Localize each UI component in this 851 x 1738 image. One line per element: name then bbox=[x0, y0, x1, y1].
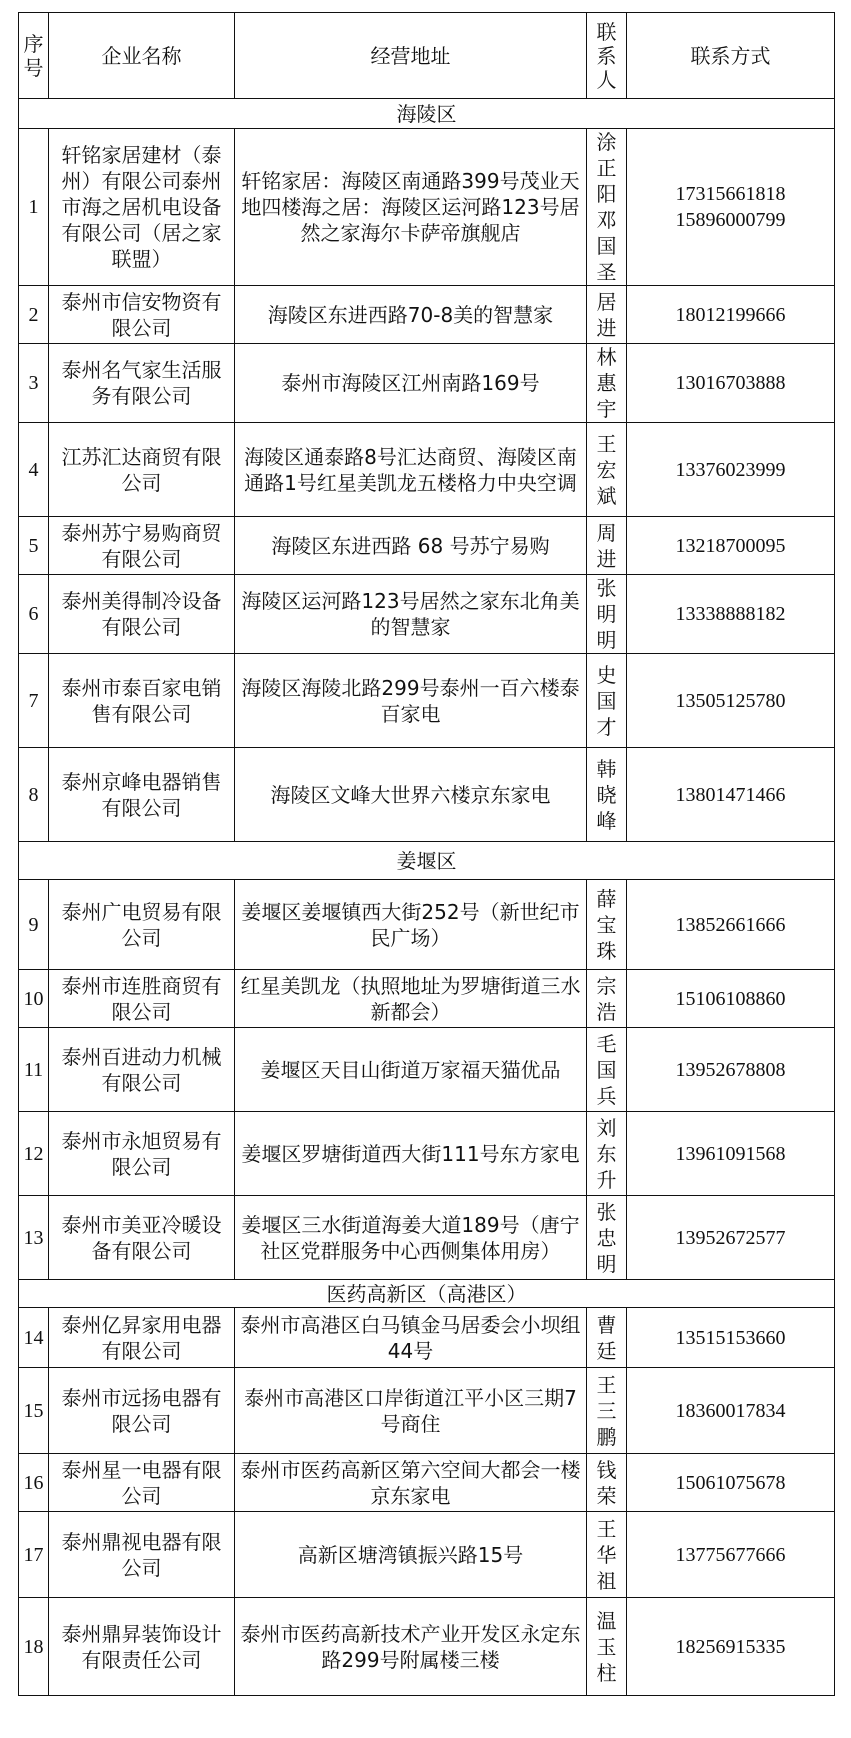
row-contact: 居进 bbox=[587, 286, 627, 344]
row-company: 泰州星一电器有限公司 bbox=[49, 1454, 235, 1512]
table-row bbox=[19, 1028, 835, 1112]
row-address: 泰州市医药高新区第六空间大都会一楼京东家电 bbox=[235, 1454, 587, 1512]
row-phone: 13376023999 bbox=[627, 423, 835, 517]
row-num: 14 bbox=[19, 1308, 49, 1368]
row-num: 4 bbox=[19, 423, 49, 517]
row-num: 3 bbox=[19, 344, 49, 423]
row-num: 12 bbox=[19, 1112, 49, 1196]
row-num: 17 bbox=[19, 1512, 49, 1598]
row-contact: 曹廷 bbox=[587, 1308, 627, 1368]
header-name: 企业名称 bbox=[49, 13, 235, 99]
row-contact: 钱荣 bbox=[587, 1454, 627, 1512]
row-phone: 13016703888 bbox=[627, 344, 835, 423]
section-title: 医药高新区（高港区） bbox=[19, 1280, 835, 1308]
section-row bbox=[19, 1280, 835, 1308]
row-address: 高新区塘湾镇振兴路15号 bbox=[235, 1512, 587, 1598]
row-company: 泰州市泰百家电销售有限公司 bbox=[49, 654, 235, 748]
table-row bbox=[19, 1112, 835, 1196]
row-address: 海陵区东进西路70-8美的智慧家 bbox=[235, 286, 587, 344]
header-address: 经营地址 bbox=[235, 13, 587, 99]
row-num: 10 bbox=[19, 970, 49, 1028]
row-phone: 13801471466 bbox=[627, 748, 835, 842]
row-company: 泰州苏宁易购商贸有限公司 bbox=[49, 517, 235, 575]
table-row bbox=[19, 1598, 835, 1696]
row-company: 泰州市远扬电器有限公司 bbox=[49, 1368, 235, 1454]
header-num: 序号 bbox=[19, 13, 49, 99]
table-row bbox=[19, 654, 835, 748]
row-contact: 王三鹏 bbox=[587, 1368, 627, 1454]
row-contact: 刘东升 bbox=[587, 1112, 627, 1196]
row-contact: 温玉柱 bbox=[587, 1598, 627, 1696]
row-contact: 韩晓峰 bbox=[587, 748, 627, 842]
row-address: 泰州市医药高新技术产业开发区永定东路299号附属楼三楼 bbox=[235, 1598, 587, 1696]
section-title: 海陵区 bbox=[19, 99, 835, 129]
header-row bbox=[19, 13, 835, 99]
row-address: 海陵区海陵北路299号泰州一百六楼泰百家电 bbox=[235, 654, 587, 748]
row-company: 泰州百进动力机械有限公司 bbox=[49, 1028, 235, 1112]
row-num: 11 bbox=[19, 1028, 49, 1112]
row-num: 1 bbox=[19, 129, 49, 286]
table-row bbox=[19, 1454, 835, 1512]
row-company: 泰州美得制冷设备有限公司 bbox=[49, 575, 235, 654]
row-num: 13 bbox=[19, 1196, 49, 1280]
row-contact: 史国才 bbox=[587, 654, 627, 748]
row-address: 姜堰区天目山街道万家福天猫优品 bbox=[235, 1028, 587, 1112]
row-contact: 王宏斌 bbox=[587, 423, 627, 517]
merchant-table bbox=[18, 12, 835, 1696]
row-contact: 毛国兵 bbox=[587, 1028, 627, 1112]
row-phone: 15061075678 bbox=[627, 1454, 835, 1512]
row-company: 泰州市信安物资有限公司 bbox=[49, 286, 235, 344]
table-row bbox=[19, 748, 835, 842]
row-contact: 张忠明 bbox=[587, 1196, 627, 1280]
row-phone: 13852661666 bbox=[627, 880, 835, 970]
row-address: 泰州市高港区白马镇金马居委会小坝组44号 bbox=[235, 1308, 587, 1368]
row-phone: 13952672577 bbox=[627, 1196, 835, 1280]
section-row bbox=[19, 842, 835, 880]
table-row bbox=[19, 1308, 835, 1368]
row-address: 海陵区东进西路 68 号苏宁易购 bbox=[235, 517, 587, 575]
row-contact: 王华祖 bbox=[587, 1512, 627, 1598]
row-address: 姜堰区罗塘街道西大街111号东方家电 bbox=[235, 1112, 587, 1196]
row-num: 8 bbox=[19, 748, 49, 842]
row-num: 2 bbox=[19, 286, 49, 344]
table-row bbox=[19, 1512, 835, 1598]
row-phone: 13218700095 bbox=[627, 517, 835, 575]
row-address: 红星美凯龙（执照地址为罗塘街道三水新都会） bbox=[235, 970, 587, 1028]
row-contact: 宗浩 bbox=[587, 970, 627, 1028]
row-num: 7 bbox=[19, 654, 49, 748]
row-phone: 13505125780 bbox=[627, 654, 835, 748]
row-contact: 薛宝珠 bbox=[587, 880, 627, 970]
row-address: 海陵区通泰路8号汇达商贸、海陵区南通路1号红星美凯龙五楼格力中央空调 bbox=[235, 423, 587, 517]
section-row bbox=[19, 99, 835, 129]
row-company: 泰州名气家生活服务有限公司 bbox=[49, 344, 235, 423]
row-phone: 18012199666 bbox=[627, 286, 835, 344]
row-address: 海陵区运河路123号居然之家东北角美的智慧家 bbox=[235, 575, 587, 654]
header-contact: 联系人 bbox=[587, 13, 627, 99]
row-num: 16 bbox=[19, 1454, 49, 1512]
row-company: 泰州广电贸易有限公司 bbox=[49, 880, 235, 970]
row-company: 泰州亿昇家用电器有限公司 bbox=[49, 1308, 235, 1368]
row-address: 泰州市高港区口岸街道江平小区三期7号商住 bbox=[235, 1368, 587, 1454]
row-company: 江苏汇达商贸有限公司 bbox=[49, 423, 235, 517]
row-phone: 17315661818 15896000799 bbox=[627, 129, 835, 286]
row-num: 18 bbox=[19, 1598, 49, 1696]
table-row bbox=[19, 423, 835, 517]
row-contact: 周进 bbox=[587, 517, 627, 575]
row-phone: 18256915335 bbox=[627, 1598, 835, 1696]
table-row bbox=[19, 970, 835, 1028]
row-num: 15 bbox=[19, 1368, 49, 1454]
row-address: 海陵区文峰大世界六楼京东家电 bbox=[235, 748, 587, 842]
table-row bbox=[19, 575, 835, 654]
row-company: 泰州市美亚冷暖设备有限公司 bbox=[49, 1196, 235, 1280]
row-phone: 13952678808 bbox=[627, 1028, 835, 1112]
row-company: 泰州京峰电器销售有限公司 bbox=[49, 748, 235, 842]
row-num: 9 bbox=[19, 880, 49, 970]
section-title: 姜堰区 bbox=[19, 842, 835, 880]
row-address: 姜堰区姜堰镇西大街252号（新世纪市民广场） bbox=[235, 880, 587, 970]
row-address: 姜堰区三水街道海姜大道189号（唐宁社区党群服务中心西侧集体用房） bbox=[235, 1196, 587, 1280]
row-num: 5 bbox=[19, 517, 49, 575]
row-phone: 18360017834 bbox=[627, 1368, 835, 1454]
table-row bbox=[19, 1368, 835, 1454]
row-company: 泰州鼎视电器有限公司 bbox=[49, 1512, 235, 1598]
row-company: 泰州鼎昇装饰设计有限责任公司 bbox=[49, 1598, 235, 1696]
header-phone: 联系方式 bbox=[627, 13, 835, 99]
row-phone: 13338888182 bbox=[627, 575, 835, 654]
table-row bbox=[19, 129, 835, 286]
row-company: 轩铭家居建材（泰州）有限公司泰州市海之居机电设备有限公司（居之家联盟） bbox=[49, 129, 235, 286]
table-row bbox=[19, 344, 835, 423]
row-contact: 涂正阳邓国圣 bbox=[587, 129, 627, 286]
row-phone: 15106108860 bbox=[627, 970, 835, 1028]
table-row bbox=[19, 880, 835, 970]
table-row bbox=[19, 517, 835, 575]
table-row bbox=[19, 1196, 835, 1280]
row-num: 6 bbox=[19, 575, 49, 654]
row-phone: 13961091568 bbox=[627, 1112, 835, 1196]
row-company: 泰州市永旭贸易有限公司 bbox=[49, 1112, 235, 1196]
row-contact: 张明明 bbox=[587, 575, 627, 654]
row-contact: 林惠宇 bbox=[587, 344, 627, 423]
row-address: 泰州市海陵区江州南路169号 bbox=[235, 344, 587, 423]
row-company: 泰州市连胜商贸有限公司 bbox=[49, 970, 235, 1028]
table-row bbox=[19, 286, 835, 344]
row-phone: 13775677666 bbox=[627, 1512, 835, 1598]
row-address: 轩铭家居：海陵区南通路399号茂业天地四楼海之居：海陵区运河路123号居然之家海尔卡萨帝旗舰店 bbox=[235, 129, 587, 286]
row-phone: 13515153660 bbox=[627, 1308, 835, 1368]
